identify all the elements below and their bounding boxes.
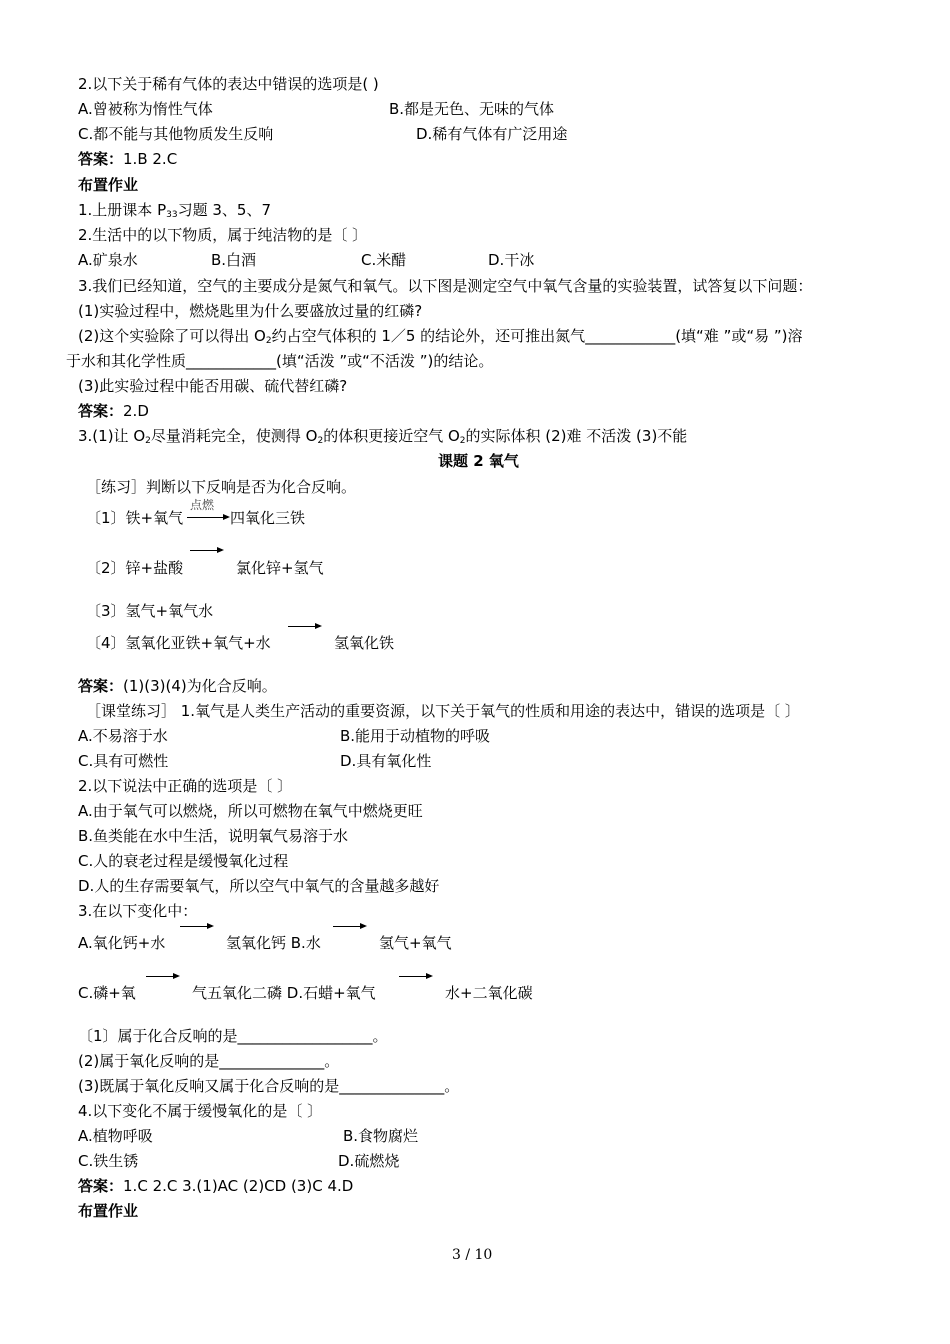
option-b: B.能用于动植物的呼吸 — [340, 727, 491, 745]
option-d: D.干冰 — [488, 251, 535, 269]
reaction-4-right: 氢氧化铁 — [334, 634, 395, 652]
option-d: D.稀有气体有广泛用途 — [416, 125, 568, 143]
sub-question-2: (2)这个实验除了可以得出 $O_2$约占空气体积的 1／5 的结论外，还可推出氮气____________(填“难 ”或“易 ”)溶 — [78, 327, 803, 346]
reaction-condition: 点燃 — [190, 498, 215, 512]
answer-label: 答案： — [78, 1177, 124, 1195]
option-c: C.米醋 — [361, 251, 407, 269]
reaction-arrow — [399, 976, 431, 977]
answer-line-3: 3.(1)让 $O_2$尽量消耗完全，使测得 $O_2$的体积更接近空气 $O_2$的实际体积 (2)难 不活泼 (3)不能 — [78, 427, 688, 446]
homework-item-2: 2.生活中的以下物质，属于纯洁物的是〔 〕 — [78, 226, 368, 244]
reaction-arrow — [180, 926, 212, 927]
option-a: A.由于氧气可以燃烧，所以可燃物在氧气中燃烧更旺 — [78, 802, 423, 820]
option-a: A.矿泉水 — [78, 251, 138, 269]
reaction-arrow — [190, 550, 222, 551]
answer-value: 2.D — [123, 402, 149, 420]
option-c: C.都不能与其他物质发生反响 — [78, 125, 274, 143]
option-a: A.植物呼吸 — [78, 1127, 153, 1145]
reaction-1-right: 四氧化三铁 — [230, 509, 306, 527]
page-number: 3 / 10 — [452, 1247, 493, 1263]
option-b: B.食物腐烂 — [343, 1127, 419, 1145]
reaction-2-left: 〔2〕锌+盐酸 — [86, 559, 184, 577]
class-exercise-4: 4.以下变化不属于缓慢氧化的是〔 〕 — [78, 1102, 323, 1120]
homework-item-3: 3.我们已经知道，空气的主要成分是氮气和氧气。以下图是测定空气中氧气含量的实验装置，试答复以下问题： — [78, 277, 813, 295]
reaction-3: 〔3〕氢气+氧气水 — [86, 602, 214, 620]
fill-question-1: 〔1〕属于化合反响的是__________________。 — [78, 1027, 388, 1045]
equation-a-right: 氢氧化钙 B.水 — [226, 934, 321, 952]
option-c: C.人的衰老过程是缓慢氧化过程 — [78, 852, 289, 870]
answer-label: 答案： — [78, 150, 124, 168]
answer-line-5 — [78, 1176, 353, 1196]
equation-c-left: C.磷+氧 — [78, 984, 136, 1002]
option-d: D.人的生存需要氧气，所以空气中氧气的含量越多越好 — [78, 877, 440, 895]
answer-label: 答案： — [78, 402, 124, 420]
equation-d-right: 水+二氧化碳 — [445, 984, 533, 1002]
equation-c-right: 气五氧化二磷 D.石蜡+氧气 — [192, 984, 376, 1002]
answer-label: 答案： — [78, 677, 124, 695]
answer-line-4 — [78, 676, 277, 696]
sub-question-1: (1)实验过程中，燃烧匙里为什么要盛放过量的红磷? — [78, 302, 423, 320]
reaction-arrow — [146, 976, 178, 977]
reaction-arrow — [187, 517, 228, 518]
answer-line-1 — [78, 149, 177, 169]
reaction-2-right: 氯化锌+氢气 — [236, 559, 324, 577]
fill-question-2: (2)属于氧化反响的是______________。 — [78, 1052, 340, 1070]
homework-heading: 布置作业 — [78, 1202, 139, 1220]
equation-a-left: A.氧化钙+水 — [78, 934, 166, 952]
sub-question-2-cont: 于水和其化学性质____________(填“活泼 ”或“不活泼 ”)的结论。 — [66, 352, 494, 370]
question-2-stem: 2.以下关于稀有气体的表达中错误的选项是( ) — [78, 75, 379, 93]
reaction-1-left: 〔1〕铁+氧气 — [86, 509, 184, 527]
sub-question-3: (3)此实验过程中能否用碳、硫代替红磷? — [78, 377, 348, 395]
option-c: C.具有可燃性 — [78, 752, 169, 770]
fill-question-3: (3)既属于氧化反响又属于化合反响的是______________。 — [78, 1077, 460, 1095]
option-b: B.白酒 — [211, 251, 257, 269]
option-a: A.曾被称为惰性气体 — [78, 100, 213, 118]
answer-value: 1.B 2.C — [123, 150, 178, 168]
option-d: D.硫燃烧 — [338, 1152, 400, 1170]
answer-line-2 — [78, 401, 149, 421]
answer-value: 1.C 2.C 3.(1)AC (2)CD (3)C 4.D — [123, 1177, 354, 1195]
option-a: A.不易溶于水 — [78, 727, 168, 745]
option-b: B.都是无色、无味的气体 — [389, 100, 555, 118]
equation-b-right: 氢气+氧气 — [379, 934, 452, 952]
class-exercise-2: 2.以下说法中正确的选项是〔 〕 — [78, 777, 293, 795]
homework-heading: 布置作业 — [78, 176, 139, 194]
class-exercise-3: 3.在以下变化中： — [78, 902, 198, 920]
reaction-arrow — [288, 626, 320, 627]
option-c: C.铁生锈 — [78, 1152, 139, 1170]
reaction-arrow — [333, 926, 365, 927]
homework-item-1: 1.上册课本 $P_{33}$习题 3、5、7 — [78, 201, 271, 220]
exercise-intro: ［练习］判断以下反响是否为化合反响。 — [86, 478, 357, 496]
section-heading: 课题 2 氧气 — [438, 452, 519, 470]
option-b: B.鱼类能在水中生活，说明氧气易溶于水 — [78, 827, 349, 845]
option-d: D.具有氧化性 — [340, 752, 432, 770]
answer-value: (1)(3)(4)为化合反响。 — [123, 677, 277, 695]
reaction-4-left: 〔4〕氢氧化亚铁+氧气+水 — [86, 634, 271, 652]
class-exercise-1: ［课堂练习］ 1.氧气是人类生产活动的重要资源，以下关于氧气的性质和用途的表达中，错误的选项是〔 〕 — [86, 702, 800, 720]
